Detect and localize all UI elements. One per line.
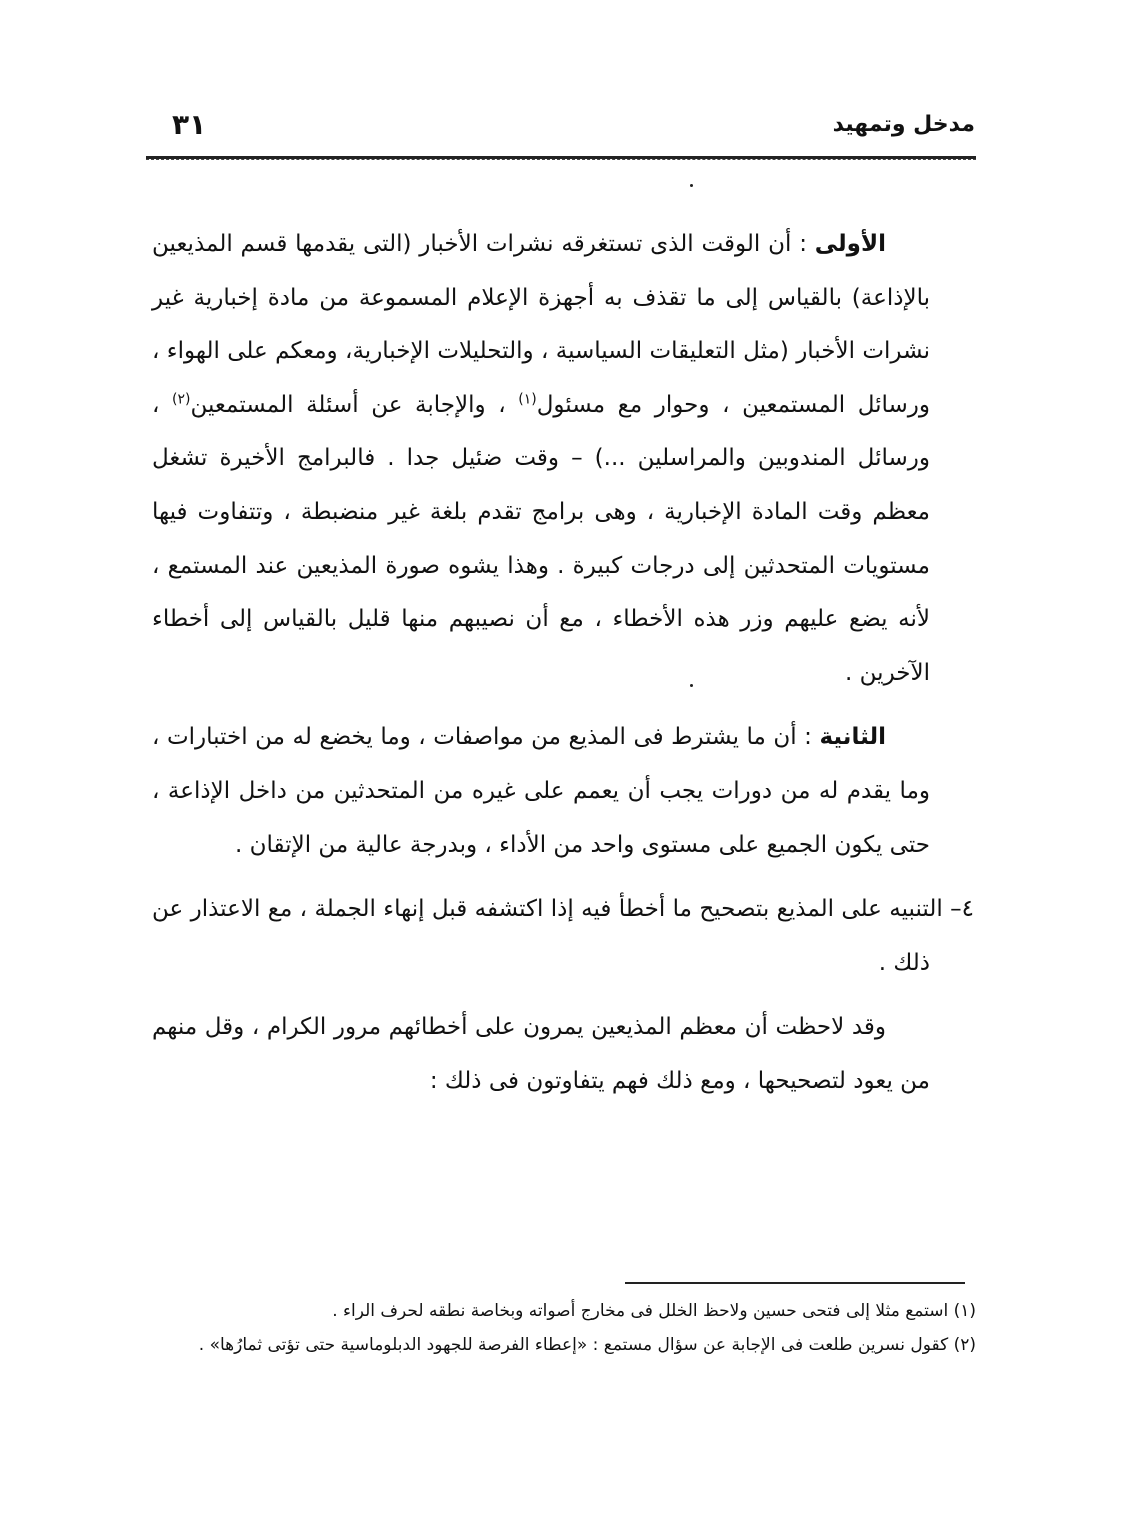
paragraph-second-point <box>152 711 930 872</box>
page-number: ٣١ <box>172 108 207 141</box>
paragraph-text: : أن الوقت الذى تستغرقه نشرات الأخبار (التى يقدمها قسم المذيعين بالإذاعة) بالقياس إلى ما تقذف به أجهزة الإعلام المسموعة من مادة إخبارية غير نشرات الأخبار (مثل التعليقات السياسية ، والتحليلات الإخبارية، ومعكم على الهواء ، ورسائل المستمعين ، وحوار مع مسئول <box>152 231 931 418</box>
numbered-item-4: ٤– التنبيه على المذيع بتصحيح ما أخطأ فيه إذا اكتشفه قبل إنهاء الجملة ، مع الاعتذار عن ذلك . <box>152 896 974 976</box>
footnotes <box>148 1294 976 1362</box>
paragraph-text: ، ورسائل المندوبين والمراسلين ...) – وقت ضئيل جدا . فالبرامج الأخيرة تشغل معظم وقت المادة الإخبارية ، وهى برامج تقدم بلغة غير منضبطة ، وتتفاوت فيها مستويات المتحدثين إلى درجات كبيرة . وهذا يشوه صورة المذيعين عند المستمع ، لأنه يضع عليهم وزر هذه الأخطاء ، مع أن نصيبهم منها قليل بالقياس إلى أخطاء الآخرين . <box>152 391 930 686</box>
paragraph-first-point <box>152 218 930 700</box>
paragraph-lead: الأولى <box>814 231 886 257</box>
page-header <box>150 108 975 152</box>
paragraph-text: ، والإجابة عن أسئلة المستمعين <box>190 391 519 418</box>
header-rule <box>146 156 976 160</box>
footnote-ref: (١) <box>518 391 537 408</box>
footnote-rule <box>625 1282 965 1284</box>
footnote-ref: (٢) <box>172 391 191 408</box>
paragraph-observation: وقد لاحظت أن معظم المذيعين يمرون على أخطائهم مرور الكرام ، وقل منهم من يعود لتصحيحها ، ومع ذلك فهم يتفاوتون فى ذلك : <box>152 1014 930 1094</box>
footnote-1: (١) استمع مثلا إلى فتحى حسين ولاحظ الخلل فى مخارج أصواته وبخاصة نطقه لحرف الراء . <box>332 1301 976 1321</box>
scan-speck <box>690 184 693 187</box>
running-head: مدخل وتمهيد <box>832 112 975 137</box>
footnote-2: (٢) كقول نسرين طلعت فى الإجابة عن سؤال مستمع : «إعطاء الفرصة للجهود الدبلوماسية حتى تؤتى ثمارُها» . <box>198 1335 976 1355</box>
main-text <box>152 218 974 1109</box>
paragraph-lead: الثانية <box>819 724 886 751</box>
paragraph-text: : أن ما يشترط فى المذيع من مواصفات ، وما يخضع له من اختبارات ، وما يقدم له من دورات يجب أن يعمم على غيره من المتحدثين من داخل الإذاعة ، حتى يكون الجميع على مستوى واحد من الأداء ، وبدرجة عالية من الإتقان . <box>152 724 930 858</box>
